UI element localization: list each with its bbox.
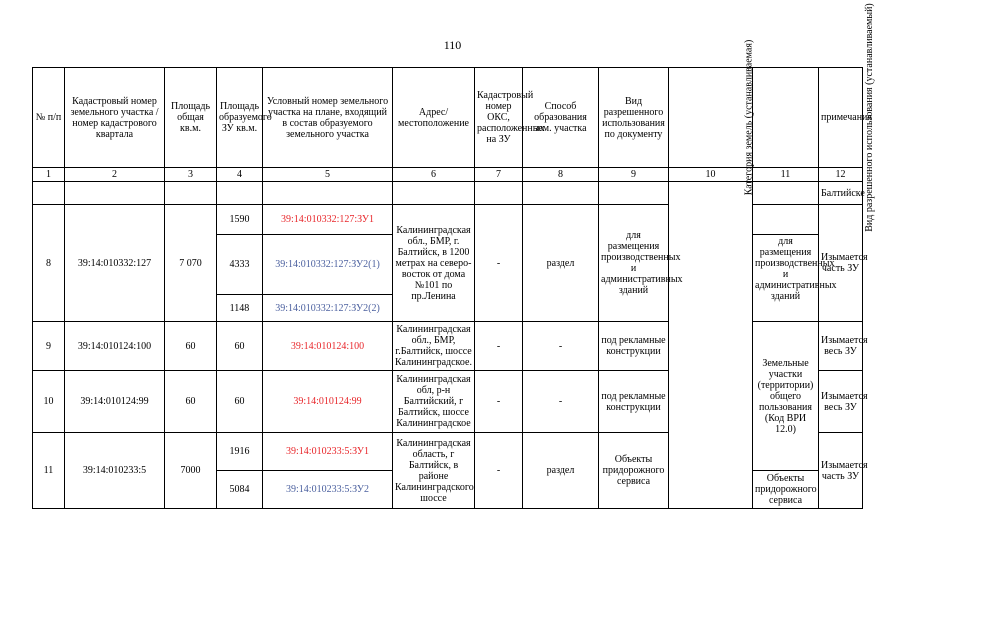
col-number: 10: [669, 168, 753, 182]
permitted-doc-cell: под рекламные конструкции: [599, 322, 669, 371]
header-address: Адрес/ местоположение: [393, 68, 475, 168]
col-number: 12: [819, 168, 863, 182]
row-num: 8: [33, 205, 65, 322]
conditional-cell: 39:14:010124:100: [263, 322, 393, 371]
empty-cell: [263, 182, 393, 205]
conditional-cell: 39:14:010124:99: [263, 371, 393, 433]
permitted-doc-cell: Объекты придорожного сервиса: [599, 433, 669, 509]
header-row: [33, 68, 863, 168]
col-number: 6: [393, 168, 475, 182]
conditional-cell: 39:14:010233:5:ЗУ1: [263, 433, 393, 471]
empty-cell: [599, 182, 669, 205]
empty-cell: [165, 182, 217, 205]
cadastral-cell: 39:14:010124:100: [65, 322, 165, 371]
area-cell: 1916: [217, 433, 263, 471]
row-num: 9: [33, 322, 65, 371]
oks-cell: -: [475, 205, 523, 322]
area-cell: 4333: [217, 235, 263, 295]
conditional-cell: 39:14:010332:127:ЗУ1: [263, 205, 393, 235]
col-number: 11: [753, 168, 819, 182]
address-cell: Калининградская область, г Балтийск, в районе Калининградского шоссе: [393, 433, 475, 509]
category-cell: [669, 182, 753, 509]
header-permitted-set-text: Вид разрешенного использования (устанавливаемый): [863, 3, 875, 232]
col-number: 4: [217, 168, 263, 182]
area-cell: 60: [217, 371, 263, 433]
permitted-set-cell: для размещения производственных и административных зданий: [753, 235, 819, 322]
oks-cell: -: [475, 322, 523, 371]
oks-cell: -: [475, 433, 523, 509]
note-cell: Изымается весь ЗУ: [819, 322, 863, 371]
method-cell: раздел: [523, 433, 599, 509]
empty-cell: [475, 182, 523, 205]
permitted-doc-cell: под рекламные конструкции: [599, 371, 669, 433]
address-cell: Калининградская обл., БМР, г. Балтийск, в 1200 метрах на северо-восток от дома №101 по пр.Ленина: [393, 205, 475, 322]
note-cell: Балтийске: [819, 182, 863, 205]
conditional-cell: 39:14:010332:127:ЗУ2(2): [263, 295, 393, 322]
column-number-row: [33, 168, 863, 182]
header-oks: Кадастровый номер ОКС, расположенных на ЗУ: [475, 68, 523, 168]
empty-cell: [393, 182, 475, 205]
area-cell: 60: [217, 322, 263, 371]
row-num: 10: [33, 371, 65, 433]
cadastral-cell: 39:14:010124:99: [65, 371, 165, 433]
area-total-cell: 7 070: [165, 205, 217, 322]
area-cell: 1590: [217, 205, 263, 235]
col-number: 3: [165, 168, 217, 182]
row-num: 11: [33, 433, 65, 509]
header-category-text: Категория земель (устанавливаемая): [743, 39, 755, 196]
col-number: 8: [523, 168, 599, 182]
note-cell: Изымается часть ЗУ: [819, 205, 863, 322]
note-cell: Изымается часть ЗУ: [819, 433, 863, 509]
area-cell: 1148: [217, 295, 263, 322]
cadastral-cell: 39:14:010233:5: [65, 433, 165, 509]
public-use-cell: Земельные участки (территории) общего пользования (Код ВРИ 12.0): [753, 322, 819, 471]
col-number: 7: [475, 168, 523, 182]
area-total-cell: 60: [165, 371, 217, 433]
header-area-total: Площадь общая кв.м.: [165, 68, 217, 168]
header-conditional: Условный номер земельного участка на плане, входящий в состав образуемого земельного участка: [263, 68, 393, 168]
empty-cell: [65, 182, 165, 205]
conditional-cell: 39:14:010233:5:ЗУ2: [263, 471, 393, 509]
header-cadastral: Кадастровый номер земельного участка /номер кадастрового квартала: [65, 68, 165, 168]
col-number: 9: [599, 168, 669, 182]
header-note: примечания: [819, 68, 863, 168]
method-cell: -: [523, 322, 599, 371]
address-cell: Калининградская обл, р-н Балтийский, г Балтийск, шоссе Калининградское: [393, 371, 475, 433]
header-area-formed: Площадь образуемого ЗУ кв.м.: [217, 68, 263, 168]
empty-cell: [33, 182, 65, 205]
col-number: 2: [65, 168, 165, 182]
col-number: 1: [33, 168, 65, 182]
oks-cell: -: [475, 371, 523, 433]
conditional-cell: 39:14:010332:127:ЗУ2(1): [263, 235, 393, 295]
area-total-cell: 60: [165, 322, 217, 371]
empty-cell: [217, 182, 263, 205]
empty-cell: [753, 205, 819, 235]
empty-cell: [523, 182, 599, 205]
permitted-doc-cell: для размещения производственных и административных зданий: [599, 205, 669, 322]
empty-cell: [753, 182, 819, 205]
header-permitted-doc: Вид разрешенного использования по документу: [599, 68, 669, 168]
header-num: № п/п: [33, 68, 65, 168]
area-total-cell: 7000: [165, 433, 217, 509]
table-row-blank: [33, 182, 863, 205]
area-cell: 5084: [217, 471, 263, 509]
page-number: 110: [443, 38, 462, 52]
cadastral-cell: 39:14:010332:127: [65, 205, 165, 322]
address-cell: Калининградская обл., БМР, г.Балтийск, шоссе Калининградское.: [393, 322, 475, 371]
note-cell: Изымается весь ЗУ: [819, 371, 863, 433]
method-cell: -: [523, 371, 599, 433]
permitted-set-cell: Объекты придорожного сервиса: [753, 471, 819, 509]
method-cell: раздел: [523, 205, 599, 322]
header-method: Способ образования зем. участка: [523, 68, 599, 168]
col-number: 5: [263, 168, 393, 182]
